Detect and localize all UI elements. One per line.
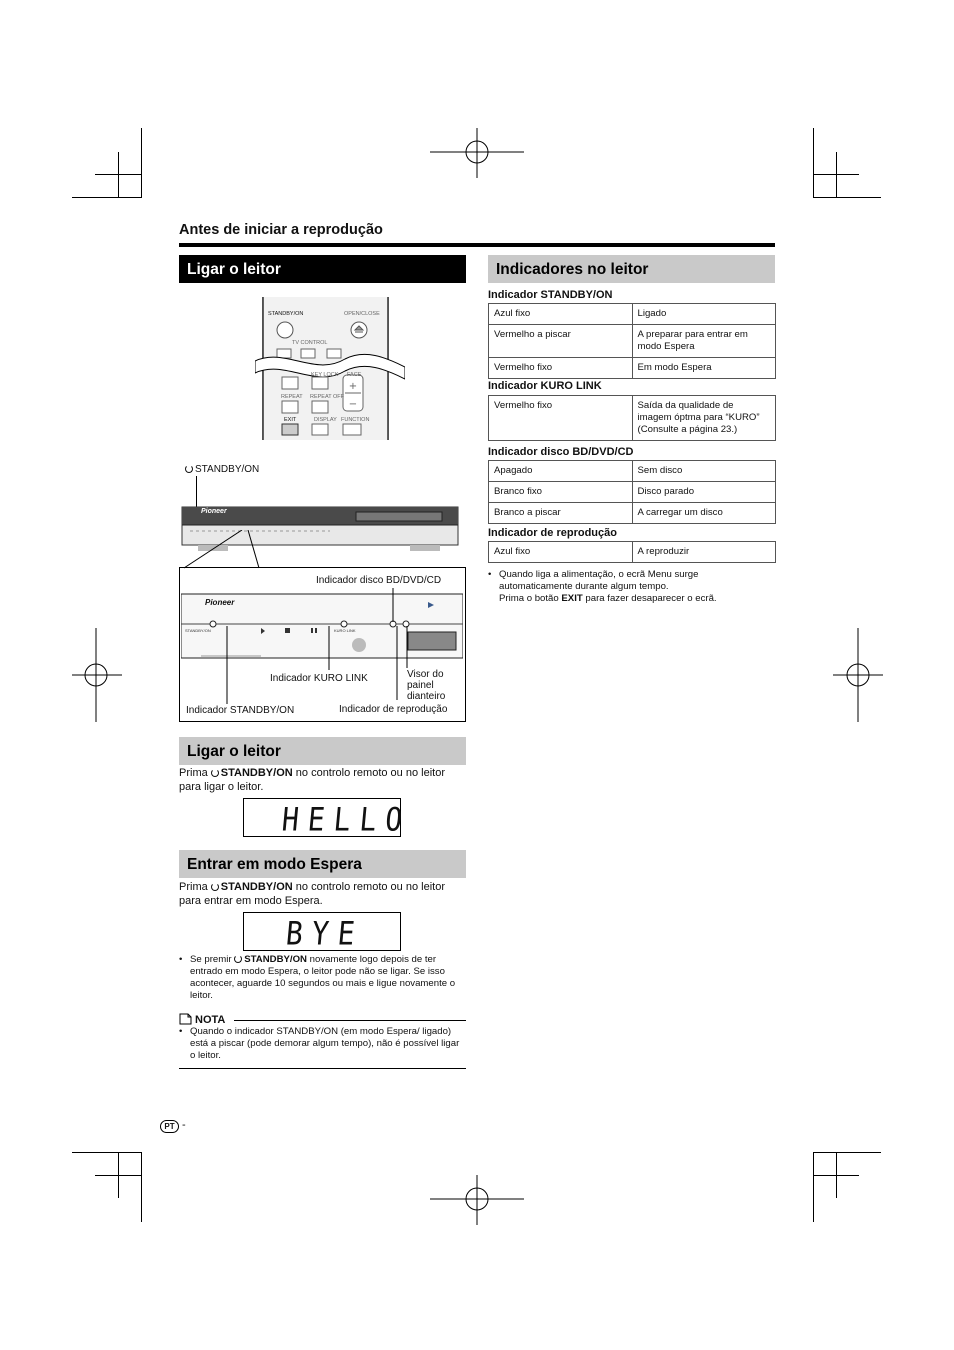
title-power-on: Ligar o leitor xyxy=(179,737,466,765)
bye-display-text: BYE xyxy=(284,914,366,953)
note-title: NOTA xyxy=(195,1014,226,1026)
bullet: • xyxy=(488,569,492,580)
table-play-indicator xyxy=(488,541,776,563)
registration-target-top xyxy=(430,128,524,178)
table-head-kuro: Indicador KURO LINK xyxy=(488,380,602,392)
panel-brand-logo: Pioneer xyxy=(205,598,235,607)
power-on-instructions: Prima STANDBY/ON no controlo remoto ou no leitor para ligar o leitor. xyxy=(179,767,445,793)
power-icon xyxy=(211,883,219,891)
table-kuro-indicator xyxy=(488,395,776,441)
remote-exit-label: EXIT xyxy=(284,417,297,423)
bullet: • xyxy=(179,1026,183,1037)
table-disc-indicator xyxy=(488,460,776,524)
table-row: Vermelho fixo Em modo Espera xyxy=(489,358,776,379)
remote-repeat-off-label: REPEAT OFF xyxy=(310,394,345,400)
table-standby-indicator xyxy=(488,303,776,379)
callout-disc-indicator: Indicador disco BD/DVD/CD xyxy=(316,575,442,586)
remote-key-lock-label: KEY LOCK xyxy=(311,372,339,378)
note-bottom-rule xyxy=(179,1068,466,1069)
table-head-play: Indicador de reprodução xyxy=(488,527,617,539)
table-row: Azul fixo A reproduzir xyxy=(489,542,776,563)
language-badge: PT xyxy=(160,1120,179,1133)
menu-note: Quando liga a alimentação, o ecrã Menu surge automaticamente durante algum tempo. Prima o botão EXIT para fazer desaparecer o ecrã. xyxy=(499,569,717,604)
remote-face-label: FACE xyxy=(347,372,362,378)
hello-display-text: HELLO xyxy=(280,800,414,839)
table-row: Apagado Sem disco xyxy=(489,461,776,482)
remote-repeat-label: REPEAT xyxy=(281,394,303,400)
callout-play-indicator: Indicador de reprodução xyxy=(339,704,448,715)
table-head-standby: Indicador STANDBY/ON xyxy=(488,289,613,301)
table-row: Branco a piscar A carregar um disco xyxy=(489,503,776,524)
registration-target-right xyxy=(833,628,883,722)
player-brand-logo: Pioneer xyxy=(201,508,227,515)
remote-standby-label: STANDBY/ON xyxy=(268,311,304,317)
note-icon xyxy=(179,1013,193,1025)
note-text: Quando o indicador STANDBY/ON (em modo Espera/ ligado) está a piscar (pode demorar algum tempo), não é possível ligar o leitor. xyxy=(190,1026,460,1061)
page-number: - xyxy=(182,1119,186,1131)
table-row: Vermelho a piscar A preparar para entrar em modo Espera xyxy=(489,325,776,358)
standby-instructions: Prima STANDBY/ON no controlo remoto ou no leitor para entrar em modo Espera. xyxy=(179,881,445,907)
power-icon xyxy=(185,465,193,473)
section-header: Antes de iniciar a reprodução xyxy=(179,222,383,238)
standby-bullet-note: Se premir STANDBY/ON novamente logo depois de ter entrado em modo Espera, o leitor pode não se ligar. Se isso acontecer, aguarde 10 segundos ou mais e ligue novamente o leitor. xyxy=(190,954,456,1001)
callout-front-display: Visor do painel dianteiro xyxy=(407,669,446,702)
remote-function-label: FUNCTION xyxy=(341,417,370,423)
table-row: Branco fixo Disco parado xyxy=(489,482,776,503)
registration-target-bottom xyxy=(430,1175,524,1225)
title-ligar-leitor: Ligar o leitor xyxy=(179,255,466,283)
remote-display-label: DISPLAY xyxy=(314,417,337,423)
callout-kuro-indicator: Indicador KURO LINK xyxy=(270,673,368,684)
power-icon xyxy=(234,955,242,963)
header-rule xyxy=(179,243,775,247)
standby-callout: STANDBY/ON xyxy=(185,464,259,475)
zoom-leader-lines xyxy=(179,530,269,570)
note-rule xyxy=(234,1020,466,1021)
bullet: • xyxy=(179,954,183,965)
table-row: Vermelho fixo Saída da qualidade de imagem óptma para “KURO” (Consulte a página 23.) xyxy=(489,396,776,441)
remote-open-close-label: OPEN/CLOSE xyxy=(344,311,380,317)
registration-target-left xyxy=(72,628,122,722)
remote-tv-control-label: TV CONTROL xyxy=(292,340,328,346)
callout-leader-lines xyxy=(179,580,466,710)
hello-display xyxy=(243,798,414,839)
panel-kuro-text: KURO LINK xyxy=(334,628,356,633)
power-icon xyxy=(211,769,219,777)
title-standby-mode: Entrar em modo Espera xyxy=(179,850,466,878)
callout-standby-indicator: Indicador STANDBY/ON xyxy=(186,705,295,716)
svg-text:−: − xyxy=(348,399,358,410)
bye-display xyxy=(243,912,401,951)
table-row: Azul fixo Ligado xyxy=(489,304,776,325)
svg-text:+: + xyxy=(348,381,358,392)
panel-standby-text: STANDBY/ON xyxy=(185,628,211,633)
title-indicators: Indicadores no leitor xyxy=(488,255,775,283)
table-head-disc: Indicador disco BD/DVD/CD xyxy=(488,446,634,458)
